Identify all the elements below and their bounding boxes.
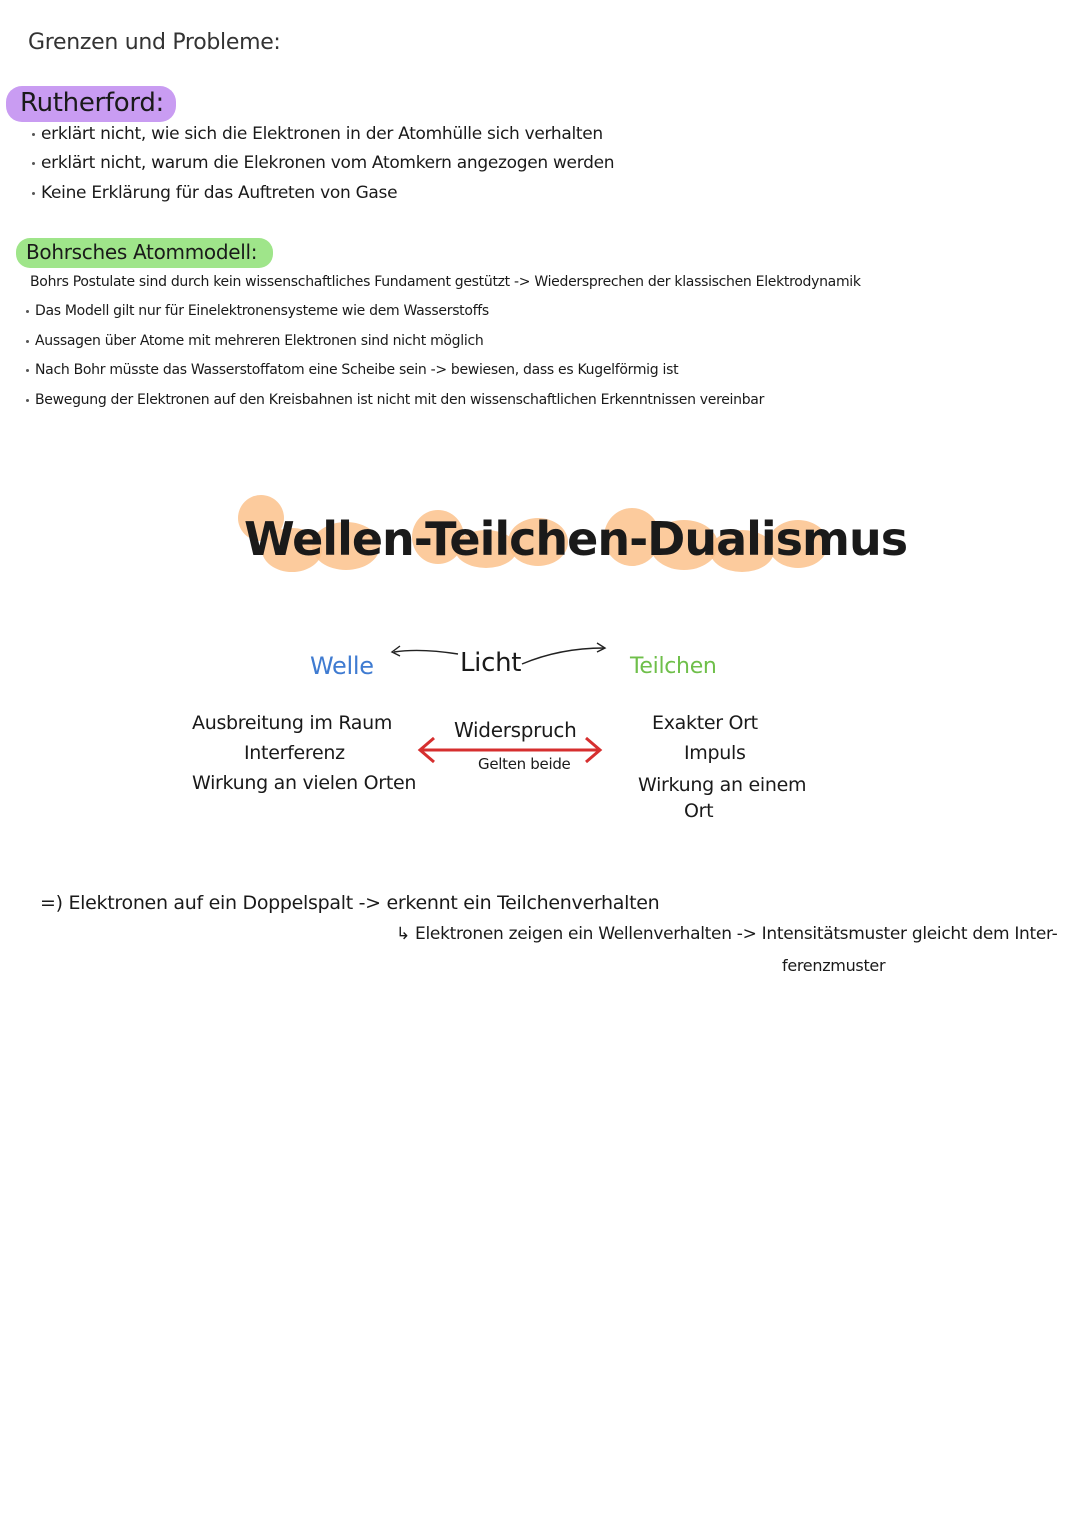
particle-prop-2: Impuls — [684, 742, 746, 764]
bullet-icon — [26, 369, 29, 372]
wave-prop-2: Interferenz — [244, 742, 345, 764]
wave-label: Welle — [310, 652, 374, 680]
particle-prop-1: Exakter Ort — [652, 712, 758, 734]
bohr-item-1: Bohrs Postulate sind durch kein wissenschaftliches Fundament gestützt -> Wiedersprechen der klassischen Elektrodynamik — [30, 274, 861, 290]
rutherford-heading: Rutherford: — [6, 86, 176, 122]
conclusion-line-3: ferenzmuster — [782, 956, 886, 975]
bullet-icon — [26, 340, 29, 343]
bullet-icon — [26, 399, 29, 402]
bullet-icon — [32, 192, 35, 195]
bohr-item-5: Bewegung der Elektronen auf den Kreisbahnen ist nicht mit den wissenschaftlichen Erkenntnissen vereinbar — [26, 392, 764, 408]
bullet-icon — [32, 162, 35, 165]
bohr-item-2: Das Modell gilt nur für Einelektronensysteme wie dem Wasserstoffs — [26, 303, 489, 319]
page-title: Grenzen und Probleme: — [28, 30, 281, 55]
particle-prop-3: Wirkung an einem — [638, 774, 807, 796]
contradiction-label: Widerspruch — [454, 718, 577, 742]
bohr-item-3: Aussagen über Atome mit mehreren Elektronen sind nicht möglich — [26, 333, 483, 349]
conclusion-line-1: =) Elektronen auf ein Doppelspalt -> erkennt ein Teilchenverhalten — [40, 892, 660, 914]
rutherford-item-3: Keine Erklärung für das Auftreten von Gase — [32, 183, 397, 203]
both-valid-label: Gelten beide — [478, 755, 571, 773]
conclusion-line-2: ↳ Elektronen zeigen ein Wellenverhalten -> Intensitätsmuster gleicht dem Inter- — [396, 924, 1058, 944]
bohr-item-4: Nach Bohr müsste das Wasserstoffatom eine Scheibe sein -> bewiesen, dass es Kugelförmig ist — [26, 362, 678, 378]
bullet-icon — [26, 310, 29, 313]
wave-prop-3: Wirkung an vielen Orten — [192, 772, 417, 794]
rutherford-item-2: erklärt nicht, warum die Elekronen vom Atomkern angezogen werden — [32, 153, 614, 173]
wave-prop-1: Ausbreitung im Raum — [192, 712, 393, 734]
bohr-heading: Bohrsches Atommodell: — [16, 238, 273, 268]
particle-label: Teilchen — [630, 654, 717, 679]
light-label: Licht — [460, 648, 522, 678]
rutherford-item-1: erklärt nicht, wie sich die Elektronen in der Atomhülle sich verhalten — [32, 124, 603, 144]
arrows-from-light — [380, 640, 620, 680]
dualism-title: Wellen-Teilchen-Dualismus — [244, 512, 908, 566]
particle-prop-4: Ort — [684, 800, 714, 822]
bullet-icon — [32, 133, 35, 136]
